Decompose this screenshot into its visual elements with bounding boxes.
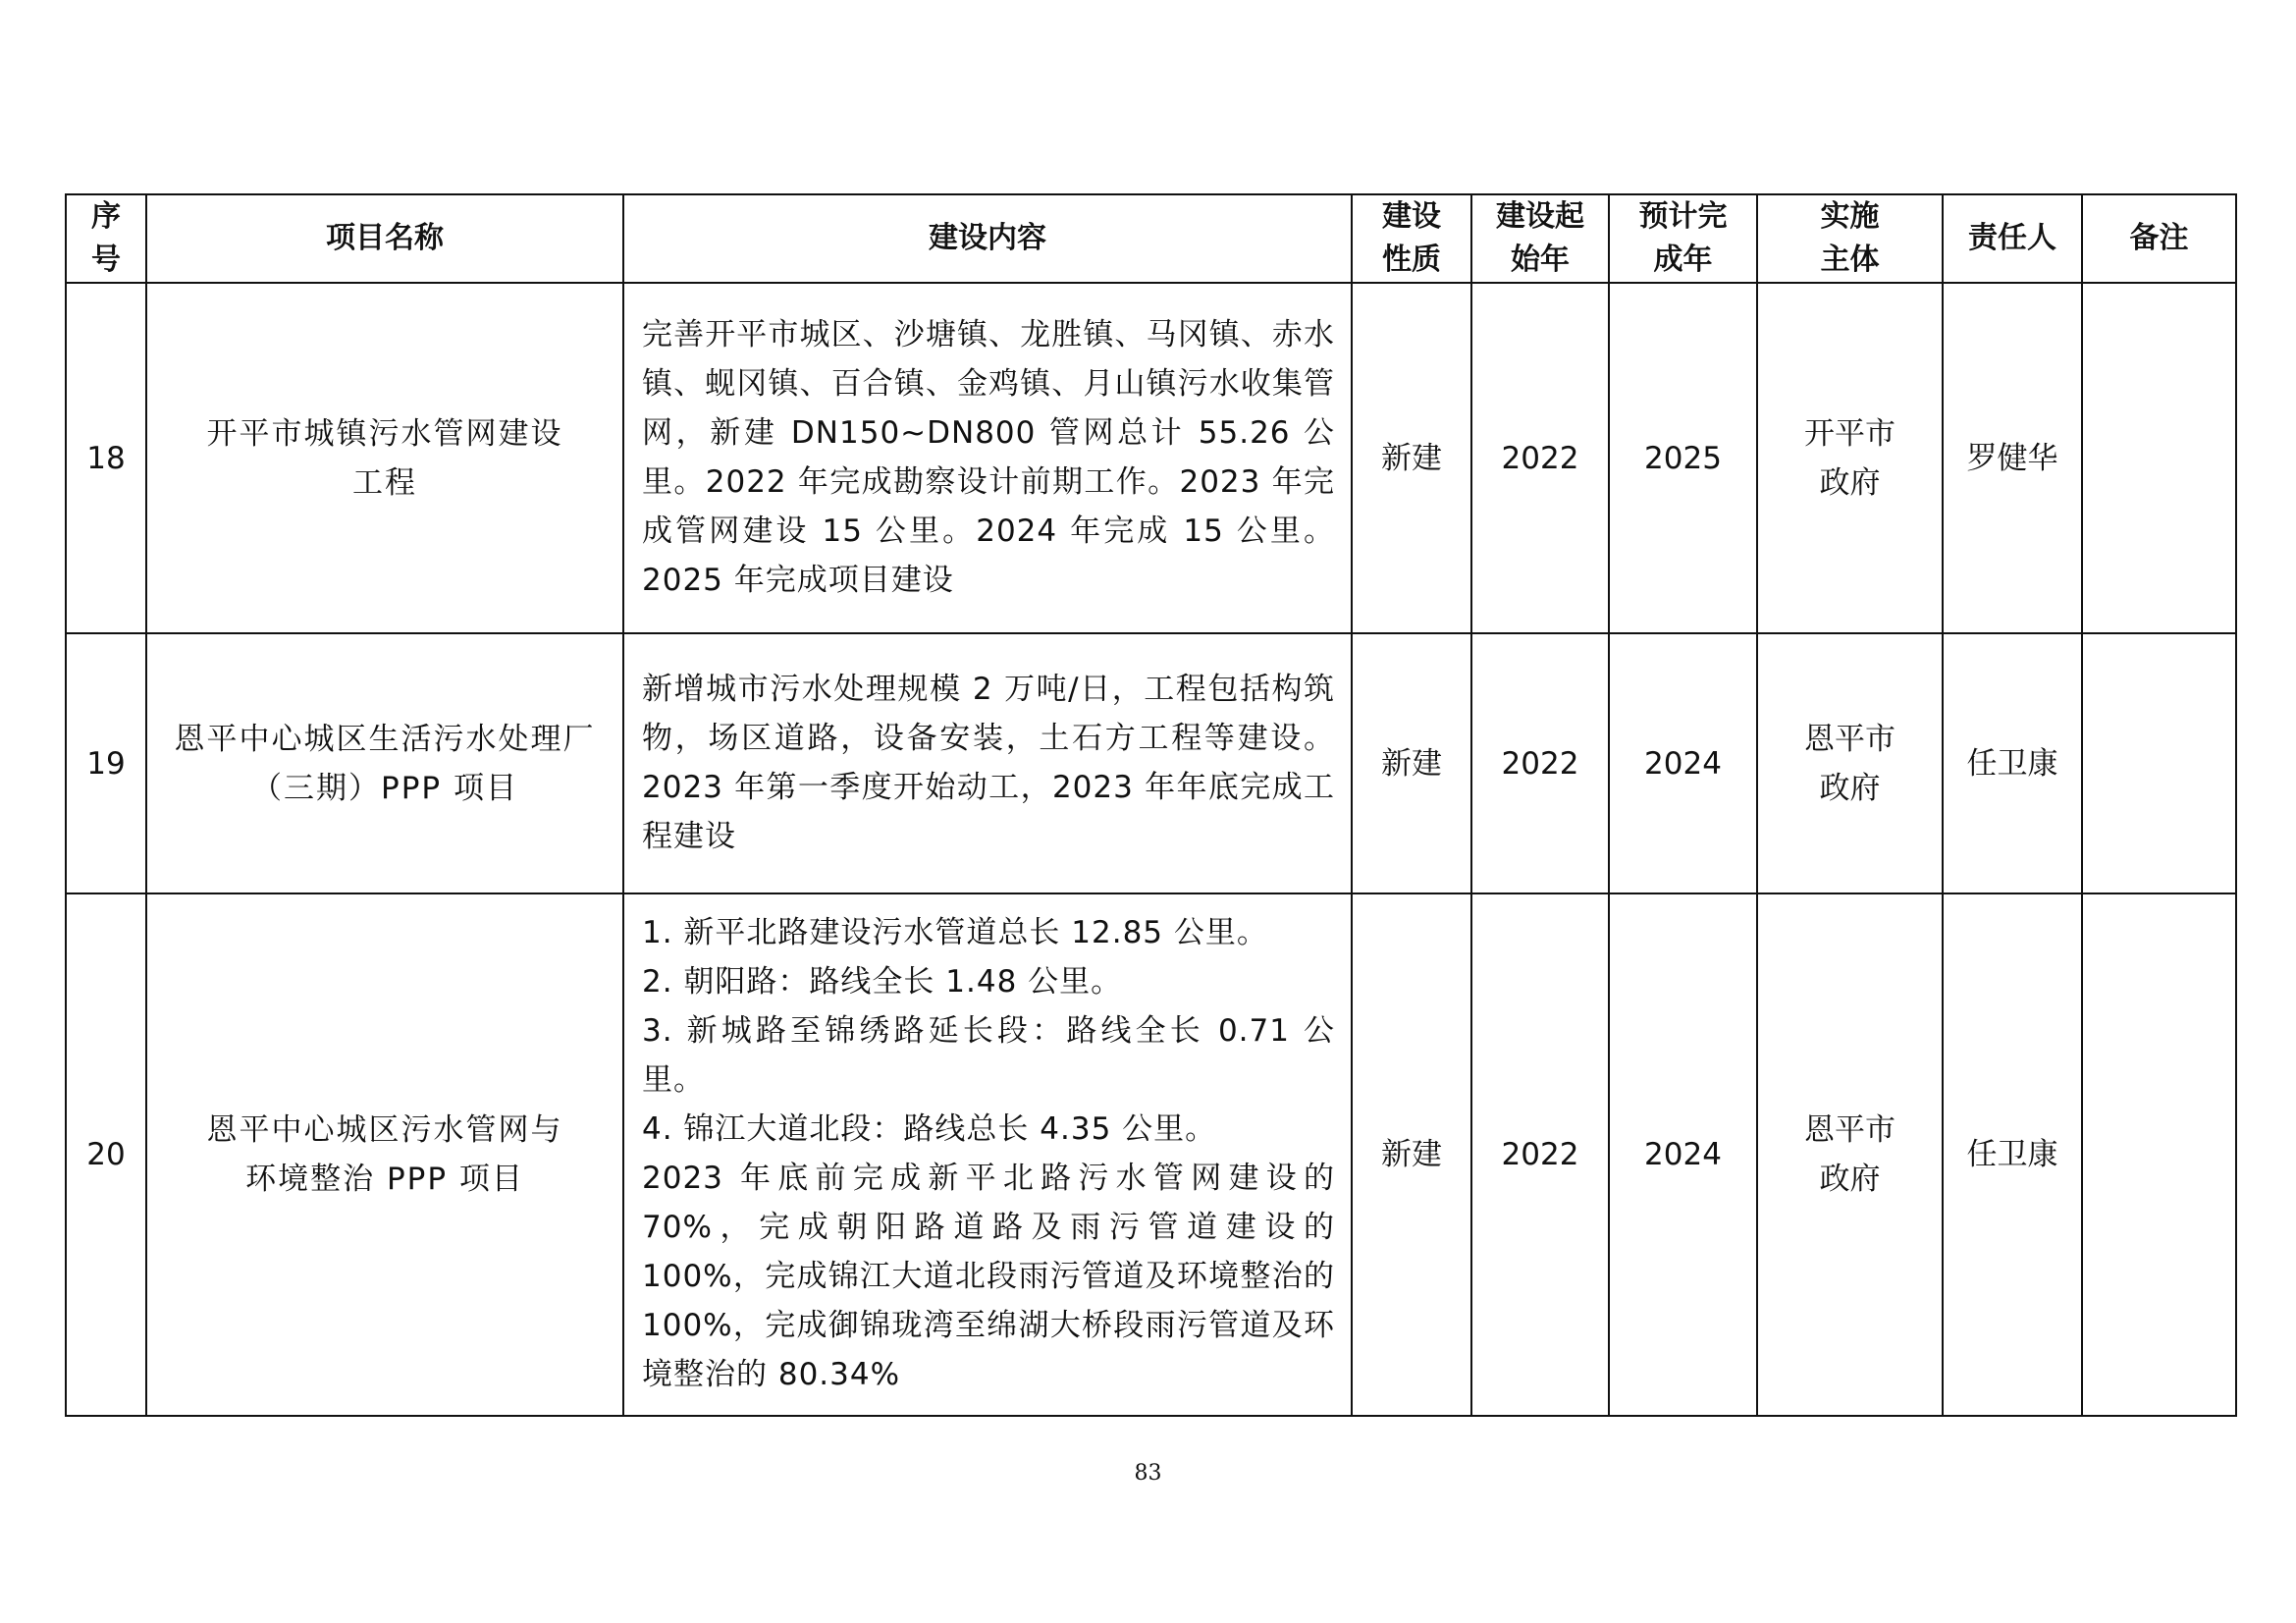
cell-nature: 新建: [1352, 893, 1471, 1416]
table-row: [66, 283, 2236, 633]
cell-nature: 新建: [1352, 633, 1471, 893]
header-finish-year: 预计完 成年: [1609, 194, 1757, 283]
cell-start-year: 2022: [1471, 633, 1609, 893]
cell-nature: 新建: [1352, 283, 1471, 633]
cell-seq: 18: [66, 283, 146, 633]
content-summary: 2023 年底前完成新平北路污水管网建设的 70%，完成朝阳路道路及雨污管道建设的 100%，完成锦江大道北段雨污管道及环境整治的 100%，完成御锦珑湾至绵湖大桥段雨污管道及环境整治的 80.34%: [642, 1161, 1335, 1392]
cell-finish-year: 2025: [1609, 283, 1757, 633]
cell-remarks: [2082, 893, 2236, 1416]
cell-project-name: 开平市城镇污水管网建设 工程: [146, 283, 623, 633]
header-remarks: 备注: [2082, 194, 2236, 283]
cell-entity: 恩平市 政府: [1757, 893, 1943, 1416]
header-entity: 实施 主体: [1757, 194, 1943, 283]
cell-seq: 19: [66, 633, 146, 893]
project-table-container: [65, 193, 2235, 1417]
cell-person: 罗健华: [1943, 283, 2082, 633]
content-item: 3. 新城路至锦绣路延长段：路线全长 0.71 公里。: [642, 1013, 1335, 1098]
cell-project-name: 恩平中心城区污水管网与 环境整治 PPP 项目: [146, 893, 623, 1416]
cell-start-year: 2022: [1471, 283, 1609, 633]
cell-project-name: 恩平中心城区生活污水处理厂 （三期）PPP 项目: [146, 633, 623, 893]
header-start-year: 建设起 始年: [1471, 194, 1609, 283]
page-number: 83: [1134, 1461, 1162, 1486]
cell-finish-year: 2024: [1609, 633, 1757, 893]
content-item: 2. 朝阳路：路线全长 1.48 公里。: [642, 964, 1123, 1000]
cell-content: [623, 893, 1352, 1416]
cell-remarks: [2082, 283, 2236, 633]
cell-person: 任卫康: [1943, 633, 2082, 893]
header-nature: 建设 性质: [1352, 194, 1471, 283]
project-table: [65, 193, 2237, 1417]
header-project-name: 项目名称: [146, 194, 623, 283]
table-row: [66, 633, 2236, 893]
cell-content: 新增城市污水处理规模 2 万吨/日，工程包括构筑物，场区道路，设备安装，土石方工程等建设。2023 年第一季度开始动工，2023 年年底完成工程建设: [623, 633, 1352, 893]
header-seq: 序 号: [66, 194, 146, 283]
table-row: [66, 893, 2236, 1416]
cell-entity: 恩平市 政府: [1757, 633, 1943, 893]
cell-finish-year: 2024: [1609, 893, 1757, 1416]
content-item: 4. 锦江大道北段：路线总长 4.35 公里。: [642, 1111, 1217, 1147]
cell-seq: 20: [66, 893, 146, 1416]
cell-content: 完善开平市城区、沙塘镇、龙胜镇、马冈镇、赤水镇、蚬冈镇、百合镇、金鸡镇、月山镇污水收集管网，新建 DN150~DN800 管网总计 55.26 公里。2022 年完成勘察设计前期工作。2023 年完成管网建设 15 公里。2024 年完成 15 公里。2025 年完成项目建设: [623, 283, 1352, 633]
cell-start-year: 2022: [1471, 893, 1609, 1416]
header-person: 责任人: [1943, 194, 2082, 283]
cell-remarks: [2082, 633, 2236, 893]
header-row: [66, 194, 2236, 283]
cell-person: 任卫康: [1943, 893, 2082, 1416]
header-content: 建设内容: [623, 194, 1352, 283]
cell-entity: 开平市 政府: [1757, 283, 1943, 633]
content-item: 1. 新平北路建设污水管道总长 12.85 公里。: [642, 915, 1268, 950]
